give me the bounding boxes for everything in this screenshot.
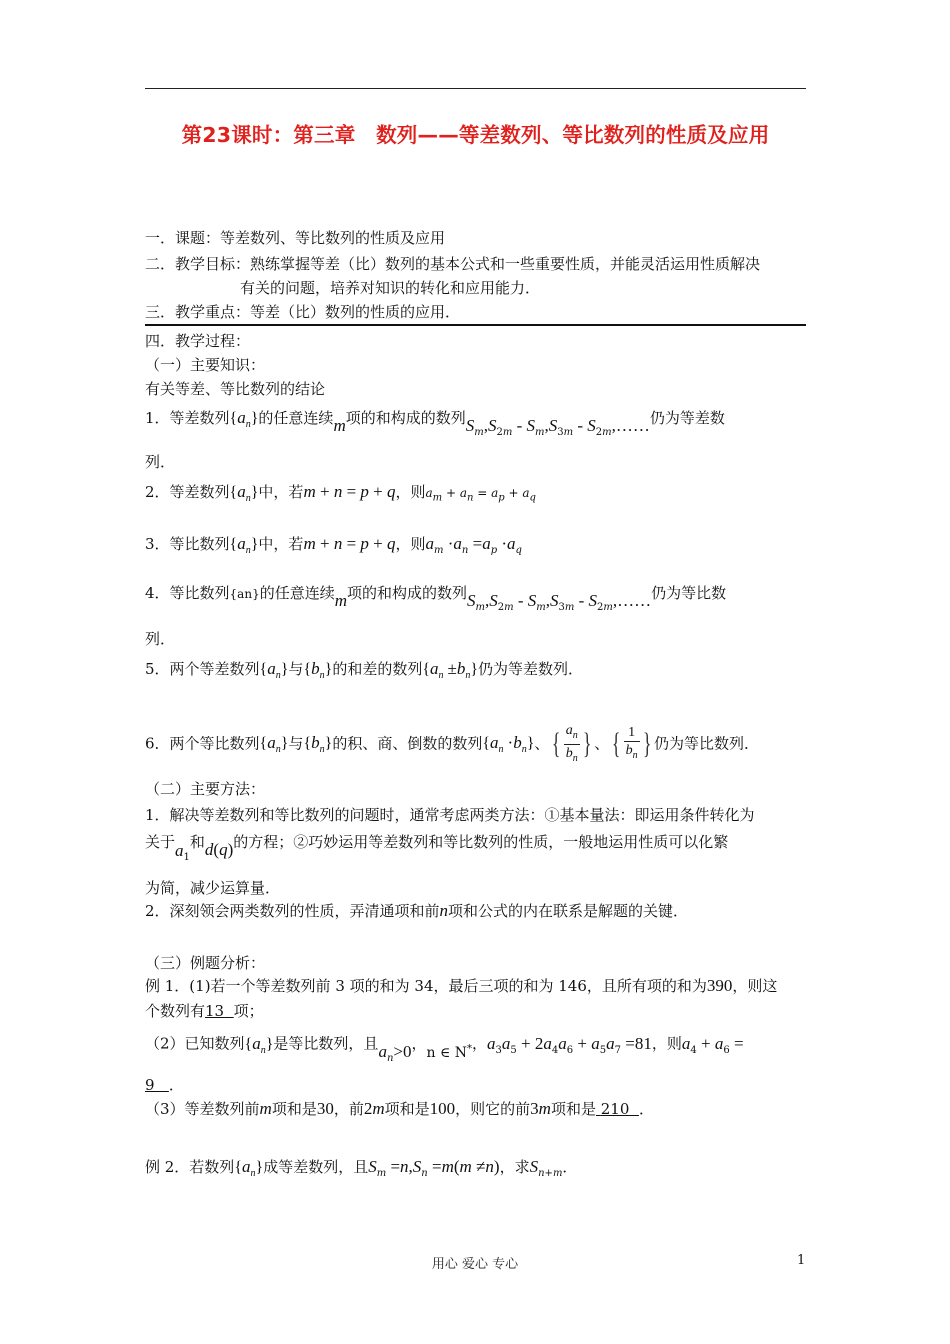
e3-pre: （3）等差数列前 bbox=[145, 1100, 260, 1118]
section-topic: 一．课题：等差数列、等比数列的性质及应用 bbox=[145, 229, 446, 247]
k1-post: 项的和构成的数列 bbox=[345, 409, 466, 427]
formula-n: n bbox=[439, 901, 449, 920]
e3-c: 项和是 bbox=[384, 1100, 430, 1118]
k3-mid: 中，若 bbox=[258, 535, 304, 553]
k5-mid: 的和差的数列 bbox=[332, 660, 423, 678]
formula-sm-sn: $S_m =n,S_n =m(m \ne n)$ bbox=[368, 1157, 500, 1179]
formula-m: m bbox=[259, 1099, 272, 1118]
e3-d: ，则它的前 bbox=[455, 1100, 531, 1118]
header-rule bbox=[145, 88, 806, 89]
formula-arith-property: $a_m + a_n = a_p + a_q$ bbox=[425, 486, 536, 504]
e2-mid: 是等比数列，且 bbox=[273, 1034, 379, 1053]
methods-heading: （二）主要方法： bbox=[145, 780, 266, 798]
formula-seq-bn: $\{b_n\}$ bbox=[303, 659, 333, 682]
formula-n-in-N: n ∈ N* bbox=[426, 1043, 473, 1061]
e2-comma2: ， bbox=[472, 1034, 488, 1053]
formula-s-n-plus-m: $S_{n+m}$ bbox=[529, 1157, 563, 1179]
k5-and: 与 bbox=[288, 660, 304, 678]
e1-line2-pre: 个数列有 bbox=[145, 1002, 206, 1020]
k6-sep2: 、 bbox=[594, 734, 610, 753]
knowledge-item-1 bbox=[145, 408, 725, 438]
k3-then: ，则 bbox=[395, 535, 426, 553]
m1-pre: 关于 bbox=[145, 833, 176, 851]
method-1-line3: 为简，减少运算量． bbox=[145, 879, 281, 897]
formula-seq-an: $\{a_n\}$ bbox=[229, 408, 259, 431]
e3-answer: 210 bbox=[600, 1100, 630, 1118]
k2-pre: 2．等差数列 bbox=[145, 483, 230, 501]
section-goal-line1: 二．教学目标：熟练掌握等差（比）数列的基本公式和一些重要性质，并能灵活运用性质解决 bbox=[145, 255, 761, 273]
e2-pre: （2）已知数列 bbox=[145, 1034, 245, 1053]
formula-2m: 2m bbox=[363, 1099, 385, 1118]
formula-seq-an: $\{a_n\}$ bbox=[234, 1157, 264, 1180]
e1-num: 390 bbox=[706, 976, 733, 995]
e1-pre: 例 1．(1)若一个等差数列前 3 项的和为 34，最后三项的和为 146，且所有项的和为 bbox=[145, 977, 707, 995]
formula-index-sum: m + n = p + q bbox=[303, 534, 396, 553]
ex2-end: ． bbox=[562, 1158, 578, 1176]
formula-an-positive: $a_n>0$ bbox=[378, 1041, 412, 1064]
knowledge-item-4-wrap: 列． bbox=[145, 630, 176, 648]
formula-m: m bbox=[333, 416, 346, 435]
k4-seq: {an} bbox=[229, 587, 260, 601]
e2-comma1: ， bbox=[411, 1034, 427, 1053]
example-1-part3 bbox=[145, 1099, 654, 1119]
conclusion-heading: 有关等差、等比数列的结论 bbox=[145, 380, 326, 398]
method-1-line2 bbox=[145, 832, 729, 863]
section-focus: 三．教学重点：等差（比）数列的性质的应用． bbox=[145, 303, 461, 321]
formula-3m: 3m bbox=[530, 1099, 551, 1118]
page-number: 1 bbox=[797, 1253, 806, 1268]
m1-post: 的方程；②巧妙运用等差数列和等比数列的性质，一般地运用性质可以化繁 bbox=[233, 833, 729, 851]
k4-mid: 的任意连续 bbox=[259, 584, 335, 602]
section-process: 四．教学过程： bbox=[145, 332, 251, 350]
k1-pre: 1．等差数列 bbox=[145, 409, 230, 427]
m1-and: 和 bbox=[189, 833, 205, 851]
example-1-part2 bbox=[145, 1031, 744, 1064]
m2-pre: 2．深刻领会两类数列的性质，弄清通项和前 bbox=[145, 902, 440, 920]
formula-a1: $a_1$ bbox=[175, 841, 190, 863]
formula-seq-an: $\{a_n\}$ bbox=[244, 1033, 274, 1056]
formula-seq-an: $\{a_n\}$ bbox=[259, 659, 289, 682]
page-title: 第23课时：第三章 数列——等差数列、等比数列的性质及应用 bbox=[181, 123, 770, 147]
ex2-pre: 例 2．若数列 bbox=[145, 1158, 235, 1176]
formula-index-sum: m + n = p + q bbox=[303, 482, 396, 501]
method-2 bbox=[145, 901, 688, 921]
formula-partial-sums: $S_m,S_{2m} - S_m,S_{3m}$ - $S_{2m},\dots\dots$ bbox=[465, 416, 650, 438]
knowledge-item-5 bbox=[145, 659, 583, 686]
section-goal-line2: 有关的问题，培养对知识的转化和应用能力． bbox=[240, 279, 541, 297]
k5-pre: 5．两个等差数列 bbox=[145, 660, 260, 678]
examples-heading: （三）例题分析： bbox=[145, 954, 266, 972]
formula-seq-an: $\{a_n\}$ bbox=[229, 534, 259, 557]
k3-pre: 3．等比数列 bbox=[145, 535, 230, 553]
formula-seq-bn: $\{b_n\}$ bbox=[303, 733, 333, 756]
k4-tail: 仍为等比数 bbox=[651, 584, 727, 602]
method-1-line1: 1．解决等差数列和等比数列的问题时，通常考虑两类方法：①基本量法：即运用条件转化为 bbox=[145, 806, 755, 824]
formula-d-q: d(q) bbox=[204, 840, 234, 859]
k2-then: ，则 bbox=[395, 483, 426, 501]
e3-b: ，前 bbox=[333, 1100, 364, 1118]
formula-seq-an-pm-bn: $\{a_n \pm b_n\}$ bbox=[422, 659, 479, 682]
e1-line2-post: 项； bbox=[233, 1002, 264, 1020]
e3-a: 项和是 bbox=[271, 1100, 317, 1118]
k4-pre: 4．等比数列 bbox=[145, 584, 230, 602]
k6-and: 与 bbox=[288, 734, 304, 753]
formula-m: m bbox=[334, 591, 347, 610]
k1-tail: 仍为等差数 bbox=[649, 409, 725, 427]
ex2-then: ，求 bbox=[499, 1158, 530, 1176]
ex2-mid: 成等差数列，且 bbox=[263, 1158, 369, 1176]
k1-mid: 的任意连续 bbox=[258, 409, 334, 427]
k6-sep1: 、 bbox=[534, 734, 550, 753]
e2-then: ，则 bbox=[651, 1034, 682, 1053]
e2-end: ． bbox=[168, 1076, 184, 1094]
formula-seq-reciprocal: { $\frac{1}{b_n}$ } bbox=[612, 725, 652, 762]
knowledge-item-2 bbox=[145, 482, 536, 509]
formula-condition: $a_3a_5 + 2a_4a_6 + a_5a_7 =81$ bbox=[487, 1033, 652, 1056]
formula-seq-product: $\{a_n \cdot b_n\}$ bbox=[482, 733, 535, 756]
e1-post: ，则这 bbox=[732, 977, 778, 995]
k4-post: 项的和构成的数列 bbox=[347, 584, 468, 602]
example-2 bbox=[145, 1157, 577, 1184]
formula-partial-sums: $S_m,S_{2m} - S_m,S_{3m}$ - $S_{2m},\dots\dots$ bbox=[467, 591, 652, 613]
k2-mid: 中，若 bbox=[258, 483, 304, 501]
e1-answer: 13 bbox=[205, 1002, 225, 1020]
formula-geo-property: $a_m \cdot a_n =a_p \cdot a_q$ bbox=[425, 534, 522, 556]
e2-answer: 9 bbox=[145, 1076, 155, 1094]
knowledge-item-4 bbox=[145, 583, 727, 613]
page-footer: 用心 爱心 专心 bbox=[431, 1257, 519, 1272]
example-1-line1 bbox=[145, 976, 777, 996]
e3-num1: 30 bbox=[316, 1099, 334, 1118]
section-divider bbox=[145, 324, 806, 326]
m2-post: 项和公式的内在联系是解题的关键． bbox=[448, 902, 689, 920]
formula-seq-an: $\{a_n\}$ bbox=[229, 482, 259, 505]
e3-end: ． bbox=[638, 1100, 654, 1118]
e3-num2: 100 bbox=[429, 1099, 456, 1118]
knowledge-item-3 bbox=[145, 534, 522, 561]
e3-e: 项和是 bbox=[550, 1100, 596, 1118]
k6-tail: 仍为等比数列． bbox=[654, 734, 760, 753]
subsection-knowledge: （一）主要知识： bbox=[145, 356, 266, 374]
knowledge-item-1-wrap: 列． bbox=[145, 453, 176, 471]
k6-mid: 的积、商、倒数的数列 bbox=[332, 734, 483, 753]
knowledge-item-6 bbox=[145, 722, 759, 767]
example-1-line2 bbox=[145, 1001, 264, 1021]
formula-seq-an: $\{a_n\}$ bbox=[259, 733, 289, 756]
example-1-part2-answer bbox=[145, 1075, 184, 1095]
k6-pre: 6．两个等比数列 bbox=[145, 734, 260, 753]
formula-seq-quotient: { $\frac{a_n}{b_n}$ } bbox=[552, 723, 592, 764]
k5-tail: 仍为等差数列． bbox=[478, 660, 584, 678]
formula-a4-plus-a6: $a_4 + a_6$ = bbox=[681, 1033, 744, 1056]
